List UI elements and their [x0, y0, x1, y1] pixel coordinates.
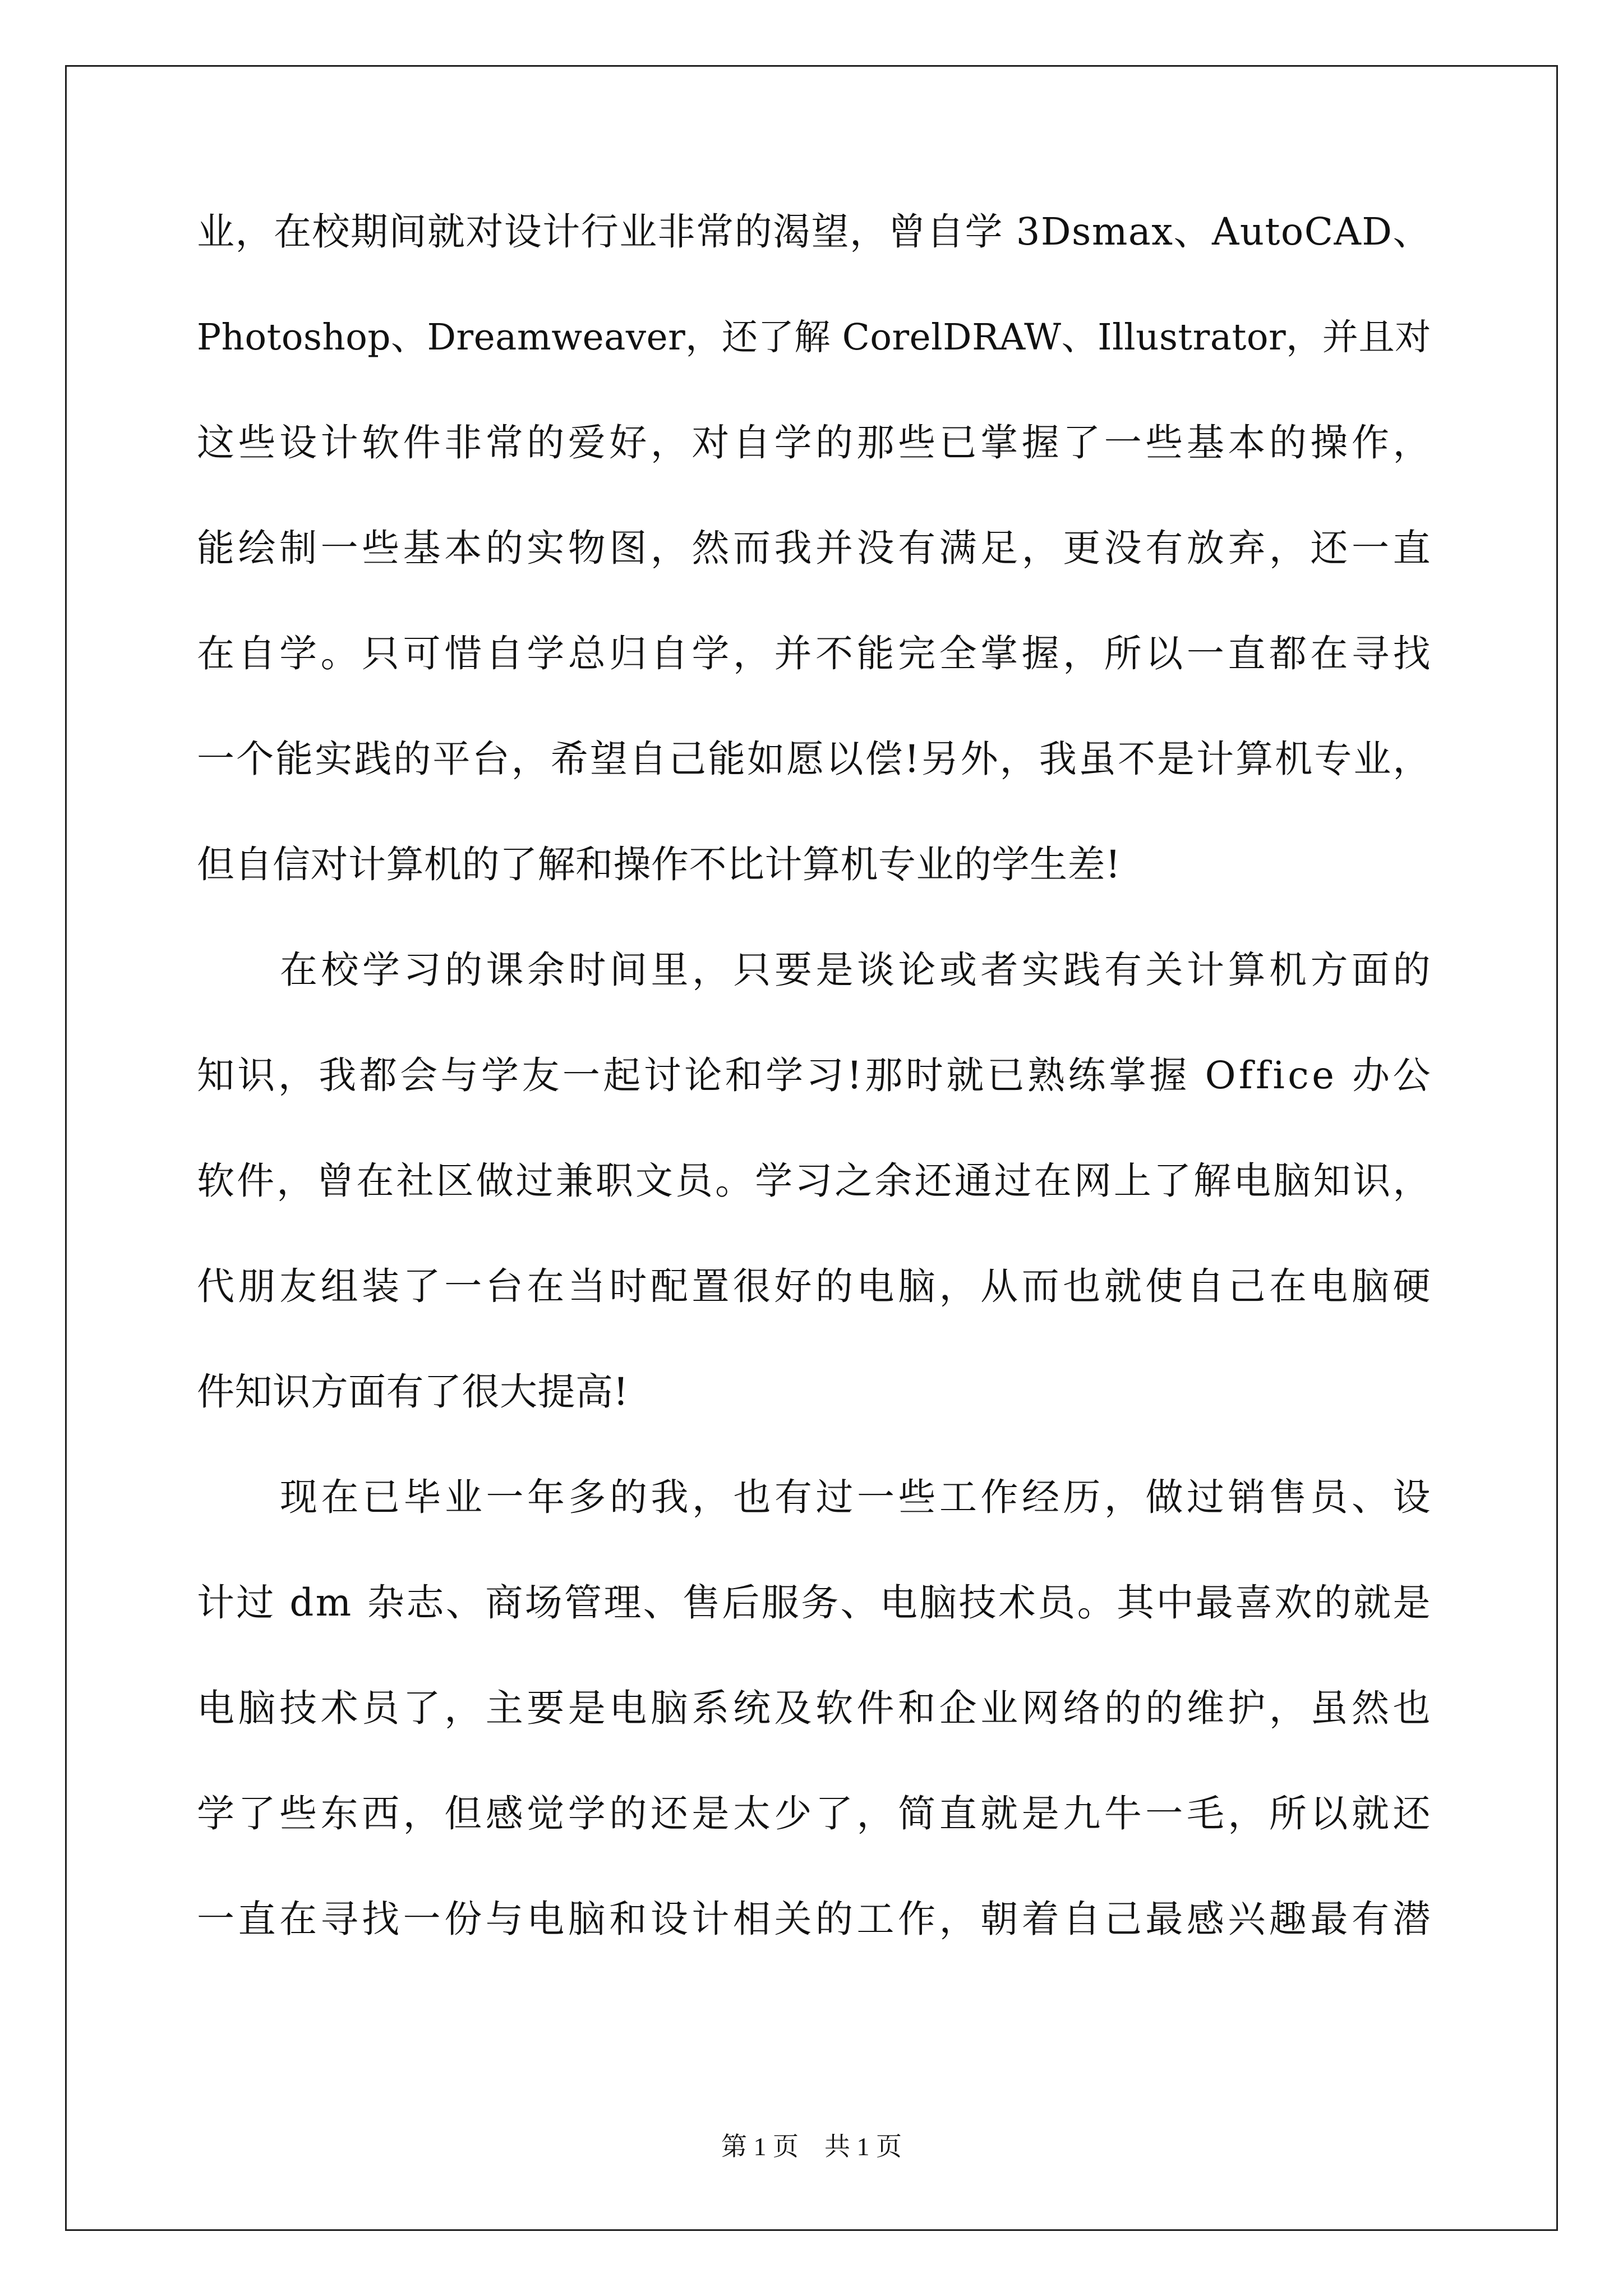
text-line: Photoshop、Dreamweaver，还了解 CorelDRAW、Illustrator，并且对 — [197, 316, 1431, 358]
text-line: 能绘制一些基本的实物图，然而我并没有满足，更没有放弃，还一直 — [197, 526, 1435, 570]
text-line: 代朋友组装了一台在当时配置很好的电脑，从而也就使自己在电脑硬 — [197, 1264, 1435, 1308]
text-line: 计过 dm 杂志、商场管理、售后服务、电脑技术员。其中最喜欢的就是 — [197, 1581, 1432, 1625]
text-line: 电脑技术员了，主要是电脑系统及软件和企业网络的的维护，虽然也 — [197, 1686, 1435, 1730]
text-line: 在自学。只可惜自学总归自学，并不能完全掌握，所以一直都在寻找 — [197, 632, 1435, 675]
page-number: 第 1 页 共 1 页 — [721, 2132, 902, 2161]
text-line: 但自信对计算机的了解和操作不比计算机专业的学生差! — [197, 843, 1121, 886]
text-line: 一直在寻找一份与电脑和设计相关的工作，朝着自己最感兴趣最有潜 — [197, 1897, 1435, 1941]
text-line: 在校学习的课余时间里，只要是谈论或者实践有关计算机方面的 — [280, 948, 1434, 992]
text-line: 这些设计软件非常的爱好，对自学的那些已掌握了一些基本的操作， — [197, 421, 1435, 464]
text-line: 件知识方面有了很大提高! — [197, 1370, 629, 1414]
text-line: 现在已毕业一年多的我，也有过一些工作经历，做过销售员、设 — [280, 1475, 1434, 1519]
text-line: 知识，我都会与学友一起讨论和学习!那时就已熟练掌握 Office 办公 — [197, 1053, 1433, 1097]
document-body — [197, 210, 1435, 2006]
text-line: 学了些东西，但感觉学的还是太少了，简直就是九牛一毛，所以就还 — [197, 1792, 1435, 1835]
text-line: 软件，曾在社区做过兼职文员。学习之余还通过在网上了解电脑知识， — [197, 1159, 1433, 1203]
text-line: 业，在校期间就对设计行业非常的渴望，曾自学 3Dsmax、AutoCAD、 — [197, 210, 1431, 254]
text-line: 一个能实践的平台，希望自己能如愿以偿!另外，我虽不是计算机专业， — [197, 737, 1432, 781]
